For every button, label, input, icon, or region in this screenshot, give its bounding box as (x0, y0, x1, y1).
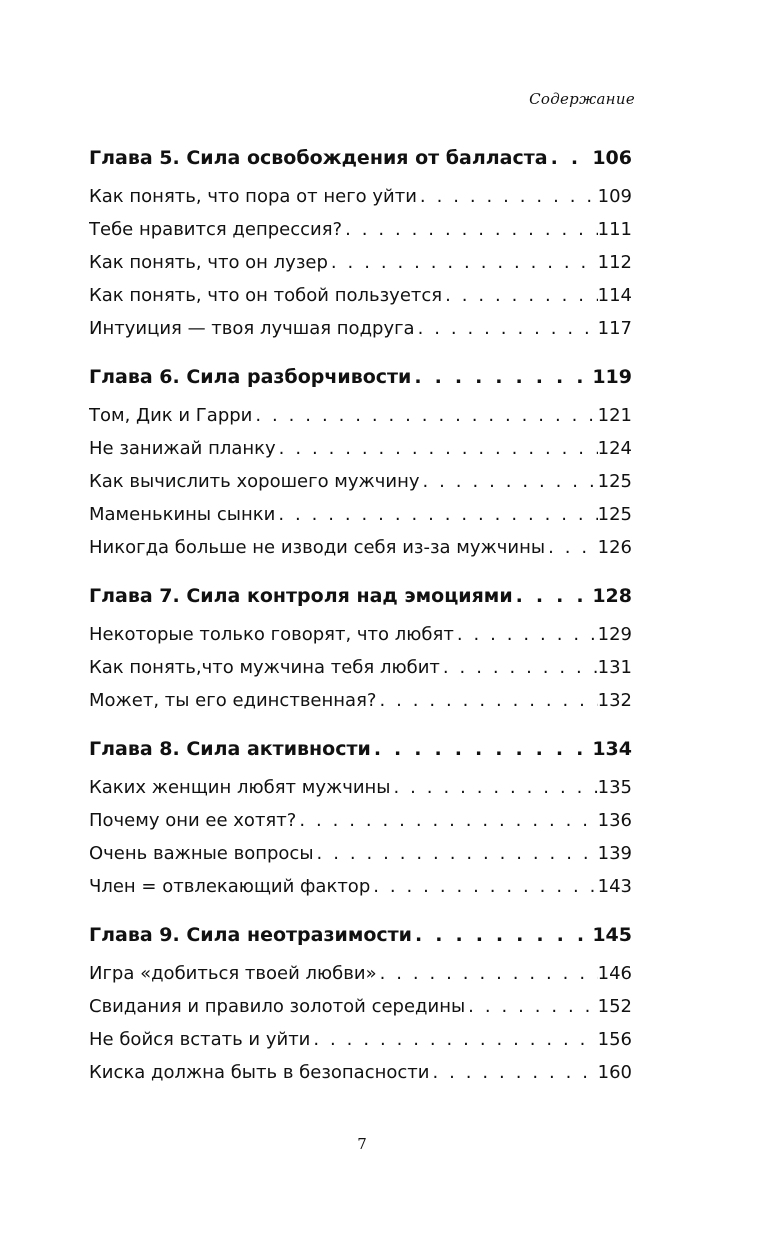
dot-leader (513, 578, 593, 614)
entry-page-number: 125 (597, 504, 632, 525)
dot-leader (296, 804, 597, 837)
entry-title: Как понять, что он лузер (89, 252, 328, 273)
running-head: Содержание (529, 90, 635, 108)
entry-title: Как понять,что мужчина тебя любит (89, 657, 440, 678)
entry-title: Не занижай планку (89, 438, 276, 459)
entry-page-number: 111 (597, 219, 632, 240)
dot-leader (376, 684, 597, 717)
entry-title: Как вычислить хорошего мужчину (89, 471, 420, 492)
dot-leader (252, 399, 597, 432)
chapter-heading[interactable] (89, 359, 632, 395)
dot-leader (328, 246, 598, 279)
entry-page-number: 152 (597, 996, 632, 1017)
toc-entry[interactable] (89, 870, 632, 903)
entry-title: Не бойся встать и уйти (89, 1029, 311, 1050)
chapter-title: Глава 6. Сила разборчивости (89, 366, 412, 388)
dot-leader (545, 531, 598, 564)
chapter-heading[interactable] (89, 140, 632, 176)
toc-entry[interactable] (89, 498, 632, 531)
toc-entry[interactable] (89, 990, 632, 1023)
chapter-page-number: 145 (592, 924, 632, 946)
toc-entry[interactable] (89, 837, 632, 870)
dot-leader (454, 618, 598, 651)
dot-leader (342, 213, 598, 246)
toc-entry[interactable] (89, 1056, 632, 1089)
entry-page-number: 121 (597, 405, 632, 426)
chapter-page-number: 134 (592, 738, 632, 760)
entry-page-number: 139 (597, 843, 632, 864)
dot-leader (548, 140, 593, 176)
entry-title: Интуиция — твоя лучшая подруга (89, 318, 415, 339)
toc-entry[interactable] (89, 531, 632, 564)
chapter-title: Глава 7. Сила контроля над эмоциями (89, 585, 513, 607)
chapter-title: Глава 9. Сила неотразимости (89, 924, 412, 946)
chapter-8 (89, 731, 632, 903)
entry-page-number: 132 (597, 690, 632, 711)
dot-leader (314, 837, 598, 870)
dot-leader (440, 651, 598, 684)
toc-entry[interactable] (89, 213, 632, 246)
entry-page-number: 136 (597, 810, 632, 831)
entry-page-number: 160 (597, 1062, 632, 1083)
entry-title: Очень важные вопросы (89, 843, 314, 864)
dot-leader (371, 731, 593, 767)
dot-leader (310, 1023, 597, 1056)
dot-leader (417, 180, 598, 213)
chapter-page-number: 128 (592, 585, 632, 607)
entry-page-number: 129 (597, 624, 632, 645)
toc-entry[interactable] (89, 1023, 632, 1056)
entry-page-number: 143 (597, 876, 632, 897)
toc-entry[interactable] (89, 279, 632, 312)
entry-page-number: 135 (597, 777, 632, 798)
dot-leader (276, 432, 598, 465)
entry-title: Тебе нравится депрессия? (89, 219, 343, 240)
dot-leader (412, 917, 592, 953)
toc-entry[interactable] (89, 312, 632, 345)
dot-leader (429, 1056, 597, 1089)
entry-title: Может, ты его единственная? (89, 690, 377, 711)
toc-entry[interactable] (89, 180, 632, 213)
toc-entry[interactable] (89, 651, 632, 684)
chapter-title: Глава 5. Сила освобождения от балласта (89, 147, 548, 169)
chapter-heading[interactable] (89, 917, 632, 953)
entry-page-number: 114 (597, 285, 632, 306)
toc-entry[interactable] (89, 465, 632, 498)
chapter-page-number: 119 (592, 366, 632, 388)
toc-entry[interactable] (89, 399, 632, 432)
toc-entry[interactable] (89, 246, 632, 279)
entry-page-number: 131 (597, 657, 632, 678)
entry-title: Свидания и правило золотой середины (89, 996, 466, 1017)
entry-title: Киска должна быть в безопасности (89, 1062, 430, 1083)
entry-page-number: 146 (597, 963, 632, 984)
entry-page-number: 126 (597, 537, 632, 558)
entry-title: Как понять, что пора от него уйти (89, 186, 417, 207)
entry-title: Член = отвлекающий фактор (89, 876, 371, 897)
dot-leader (391, 771, 598, 804)
entry-page-number: 156 (597, 1029, 632, 1050)
entry-title: Как понять, что он тобой пользуется (89, 285, 443, 306)
entry-page-number: 125 (597, 471, 632, 492)
toc-entry[interactable] (89, 804, 632, 837)
chapter-heading[interactable] (89, 578, 632, 614)
chapter-heading[interactable] (89, 731, 632, 767)
toc-entry[interactable] (89, 618, 632, 651)
chapter-9 (89, 917, 632, 1089)
chapter-7 (89, 578, 632, 717)
dot-leader (377, 957, 598, 990)
entry-title: Почему они ее хотят? (89, 810, 297, 831)
entry-page-number: 109 (597, 186, 632, 207)
dot-leader (370, 870, 597, 903)
entry-title: Каких женщин любят мужчины (89, 777, 391, 798)
entry-title: Маменькины сынки (89, 504, 276, 525)
table-of-contents (89, 140, 632, 1103)
dot-leader (420, 465, 598, 498)
dot-leader (275, 498, 597, 531)
entry-page-number: 117 (597, 318, 632, 339)
entry-title: Некоторые только говорят, что любят (89, 624, 454, 645)
entry-title: Том, Дик и Гарри (89, 405, 253, 426)
dot-leader (465, 990, 597, 1023)
dot-leader (442, 279, 598, 312)
toc-entry[interactable] (89, 957, 632, 990)
entry-title: Никогда больше не изводи себя из-за мужчины (89, 537, 546, 558)
entry-page-number: 112 (597, 252, 632, 273)
dot-leader (411, 359, 592, 395)
chapter-5 (89, 140, 632, 345)
toc-entry[interactable] (89, 771, 632, 804)
entry-title: Игра «добиться твоей любви» (89, 963, 377, 984)
chapter-page-number: 106 (592, 147, 632, 169)
toc-entry[interactable] (89, 684, 632, 717)
page-number: 7 (357, 1135, 367, 1153)
entry-page-number: 124 (597, 438, 632, 459)
chapter-6 (89, 359, 632, 564)
dot-leader (415, 312, 598, 345)
chapter-title: Глава 8. Сила активности (89, 738, 371, 760)
toc-entry[interactable] (89, 432, 632, 465)
